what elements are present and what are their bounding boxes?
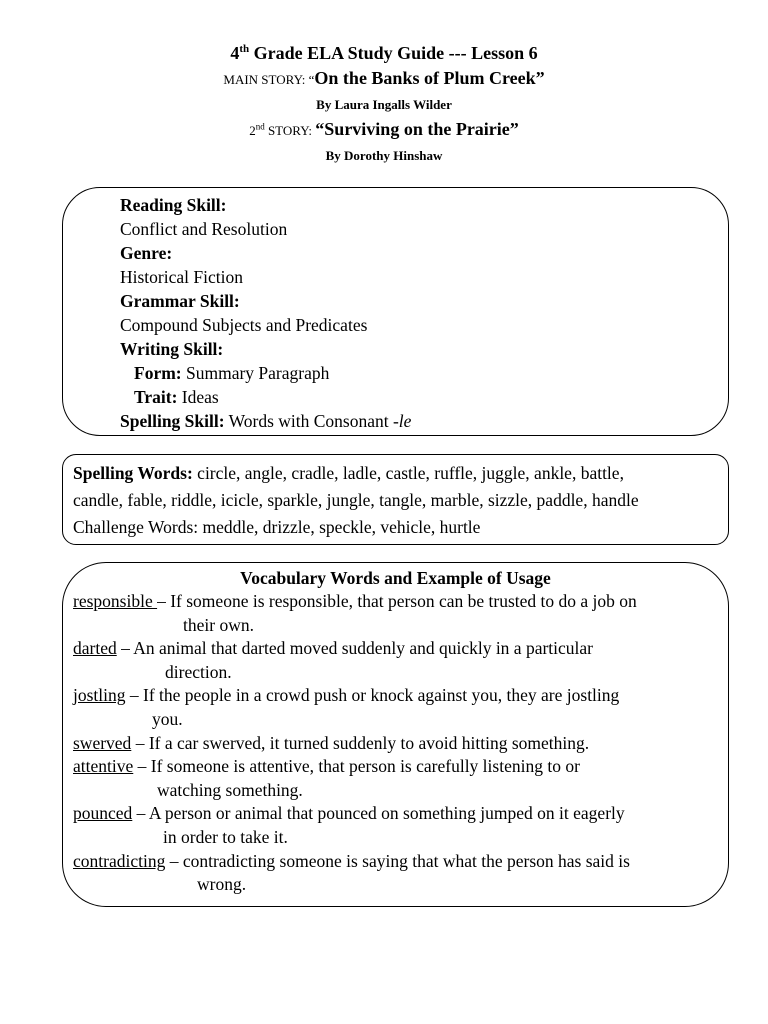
- vocabulary-box: [62, 562, 729, 907]
- writing-skill-label: Writing Skill:: [120, 339, 224, 359]
- vocab-definition-continued: wrong.: [197, 874, 247, 895]
- vocab-entry: [73, 732, 728, 756]
- vocab-word: swerved: [73, 732, 132, 753]
- grammar-skill-value: Compound Subjects and Predicates: [120, 315, 368, 335]
- vocab-entry: [73, 755, 728, 802]
- main-story-author: By Laura Ingalls Wilder: [316, 97, 452, 112]
- vocab-entry: [73, 850, 728, 897]
- vocab-entry: [73, 684, 728, 731]
- spelling-skill: Spelling Skill: Words with Consonant -le: [120, 411, 412, 431]
- spelling-words-line-2: candle, fable, riddle, icicle, sparkle, jungle, tangle, marble, sizzle, paddle, handle: [73, 490, 639, 510]
- second-story-line: 2nd STORY: “Surviving on the Prairie”: [249, 119, 519, 139]
- vocab-definition-continued: watching something.: [157, 779, 303, 800]
- vocab-definition-continued: you.: [152, 708, 183, 729]
- vocab-word: attentive: [73, 756, 134, 777]
- vocab-word: darted: [73, 638, 117, 659]
- vocabulary-heading: Vocabulary Words and Example of Usage: [240, 568, 551, 588]
- skills-box: [62, 187, 729, 436]
- page-title: 4th Grade ELA Study Guide --- Lesson 6: [230, 43, 538, 63]
- vocab-word: jostling: [73, 685, 126, 706]
- vocab-entry: [73, 802, 728, 849]
- spelling-words-line-1: Spelling Words: circle, angle, cradle, ladle, castle, ruffle, juggle, ankle, battle,: [73, 463, 624, 483]
- writing-trait: Trait: Ideas: [134, 387, 219, 407]
- vocab-entry: [73, 637, 728, 684]
- reading-skill-value: Conflict and Resolution: [120, 219, 288, 239]
- vocab-definition-continued: direction.: [165, 661, 232, 682]
- vocab-word: responsible: [73, 591, 158, 611]
- vocab-word: pounced: [73, 803, 133, 824]
- genre-value: Historical Fiction: [120, 267, 243, 287]
- spelling-words-box: [62, 454, 729, 545]
- vocab-definition-continued: their own.: [183, 614, 254, 635]
- vocab-entry: [73, 590, 728, 637]
- challenge-words: Challenge Words: meddle, drizzle, speckle, vehicle, hurtle: [73, 517, 481, 537]
- main-story-line: MAIN STORY: “On the Banks of Plum Creek”: [223, 68, 545, 88]
- genre-label: Genre:: [120, 243, 173, 263]
- second-story-author: By Dorothy Hinshaw: [325, 148, 443, 163]
- vocab-definition: – If someone is responsible, that person can be trusted to do a job on: [157, 591, 637, 611]
- vocab-definition: – If a car swerved, it turned suddenly to avoid hitting something.: [131, 732, 590, 753]
- vocab-definition: – An animal that darted moved suddenly and quickly in a particular: [116, 638, 593, 659]
- reading-skill-label: Reading Skill:: [120, 195, 227, 215]
- vocab-definition: – If the people in a crowd push or knock against you, they are jostling: [125, 685, 620, 706]
- vocab-definition: – contradicting someone is saying that what the person has said is: [165, 850, 630, 871]
- vocab-definition: – If someone is attentive, that person is carefully listening to or: [133, 756, 580, 777]
- vocabulary-list: [73, 590, 728, 897]
- vocab-word: contradicting: [73, 850, 166, 871]
- document-header: [0, 40, 768, 168]
- vocab-definition: – A person or animal that pounced on something jumped on it eagerly: [132, 803, 625, 824]
- writing-form: Form: Summary Paragraph: [134, 363, 330, 383]
- grammar-skill-label: Grammar Skill:: [120, 291, 240, 311]
- vocab-definition-continued: in order to take it.: [163, 826, 288, 847]
